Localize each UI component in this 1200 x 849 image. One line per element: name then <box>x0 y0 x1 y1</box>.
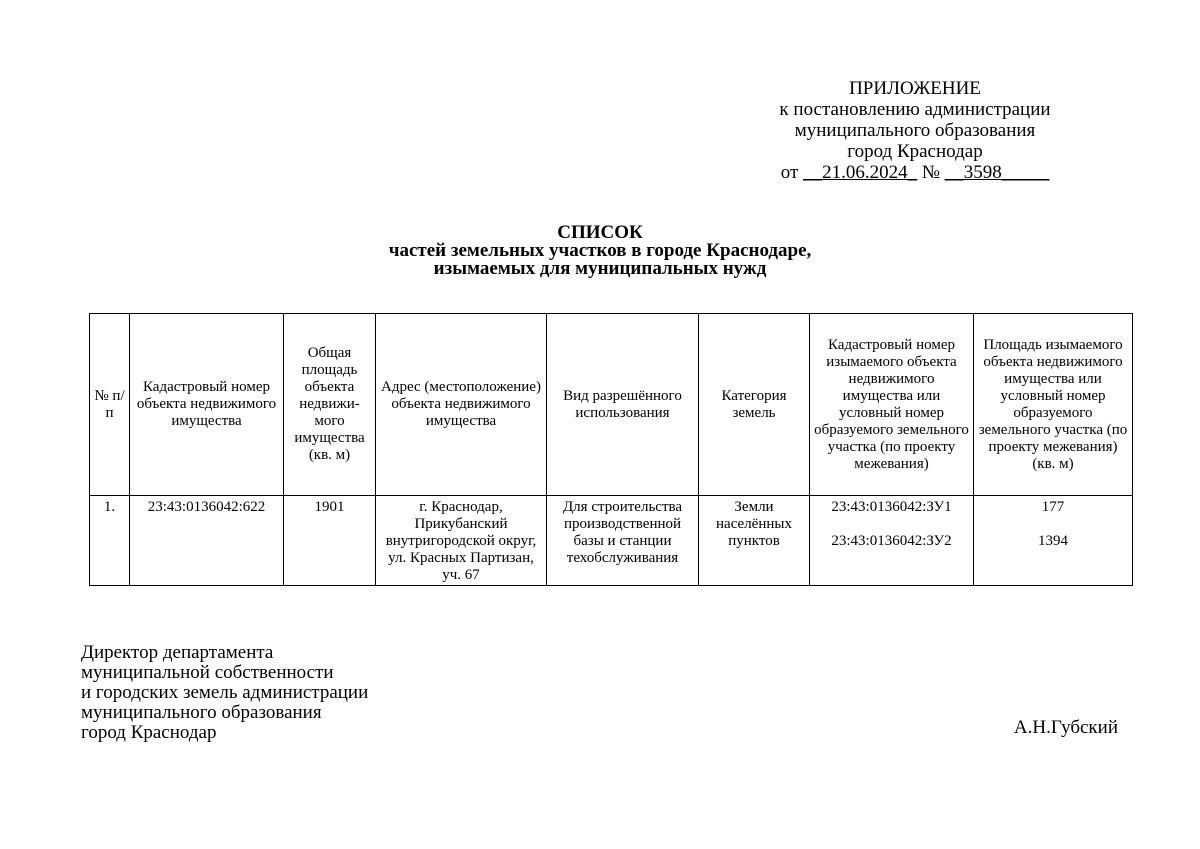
appendix-date-number <box>720 162 1110 183</box>
number-value: 3598 <box>963 162 1002 183</box>
appendix-line-city: город Краснодар <box>847 141 983 162</box>
signature-block <box>81 643 481 743</box>
date-field: __21.06.2024_ <box>803 162 918 183</box>
signer-name: А.Н.Губский <box>1013 717 1118 738</box>
signature-line-2: муниципальной собственности <box>81 662 334 683</box>
appendix-heading: ПРИЛОЖЕНИЕ <box>849 78 981 99</box>
header-area: Общая площадь объекта недвижи-мого имущества (кв. м) <box>284 314 376 496</box>
cell-num: 1. <box>90 496 130 586</box>
appendix-line-resolution: к постановлению администрации <box>779 99 1051 120</box>
cell-category: Земли населённых пунктов <box>699 496 810 586</box>
signature-line-1: Директор департамента <box>81 642 274 663</box>
cell-use: Для строительства производственной базы и станции техобслуживания <box>547 496 699 586</box>
title-line-2: частей земельных участков в городе Краснодаре, <box>388 240 812 261</box>
cell-cadastral: 23:43:0136042:622 <box>130 496 284 586</box>
header-seized-number: Кадастровый номер изымаемого объекта недвижимого имущества или условный номер образуемого земельного участка (по проекту межевания) <box>810 314 974 496</box>
table-header-row <box>90 314 1133 496</box>
title-main: СПИСОК <box>557 222 643 243</box>
signature-line-5: город Краснодар <box>81 722 217 743</box>
appendix-block <box>720 78 1110 183</box>
cell-seized-numbers <box>810 496 974 586</box>
cell-seized-areas <box>974 496 1133 586</box>
seized-number-2: 23:43:0136042:ЗУ2 <box>831 533 952 549</box>
table-row <box>90 496 1133 586</box>
signature-line-3: и городских земель администрации <box>81 682 369 703</box>
date-prefix: от <box>780 162 799 183</box>
number-field: __3598_____ <box>944 162 1050 183</box>
header-cadastral: Кадастровый номер объекта недвижимого имущества <box>130 314 284 496</box>
seized-area-2: 1394 <box>1038 533 1068 549</box>
document-title <box>0 224 1200 278</box>
appendix-line-municipality: муниципального образования <box>794 120 1036 141</box>
number-sign: № <box>921 162 940 183</box>
header-address: Адрес (местоположение) объекта недвижимого имущества <box>376 314 547 496</box>
seized-number-1: 23:43:0136042:ЗУ1 <box>831 499 952 515</box>
title-line-3: изымаемых для муниципальных нужд <box>433 258 767 279</box>
seized-area-1: 177 <box>1041 499 1065 515</box>
cell-address: г. Краснодар, Прикубанский внутригородской округ, ул. Красных Партизан, уч. 67 <box>376 496 547 586</box>
header-num: № п/п <box>90 314 130 496</box>
header-category: Категория земель <box>699 314 810 496</box>
header-seized-area: Площадь изымаемого объекта недвижимого имущества или условный номер образуемого земельного участка (по проекту межевания) (кв. м) <box>974 314 1133 496</box>
land-plots-table <box>89 313 1133 586</box>
header-use: Вид разрешённого использования <box>547 314 699 496</box>
cell-area: 1901 <box>284 496 376 586</box>
signature-line-4: муниципального образования <box>81 702 322 723</box>
date-value: 21.06.2024 <box>822 162 908 183</box>
